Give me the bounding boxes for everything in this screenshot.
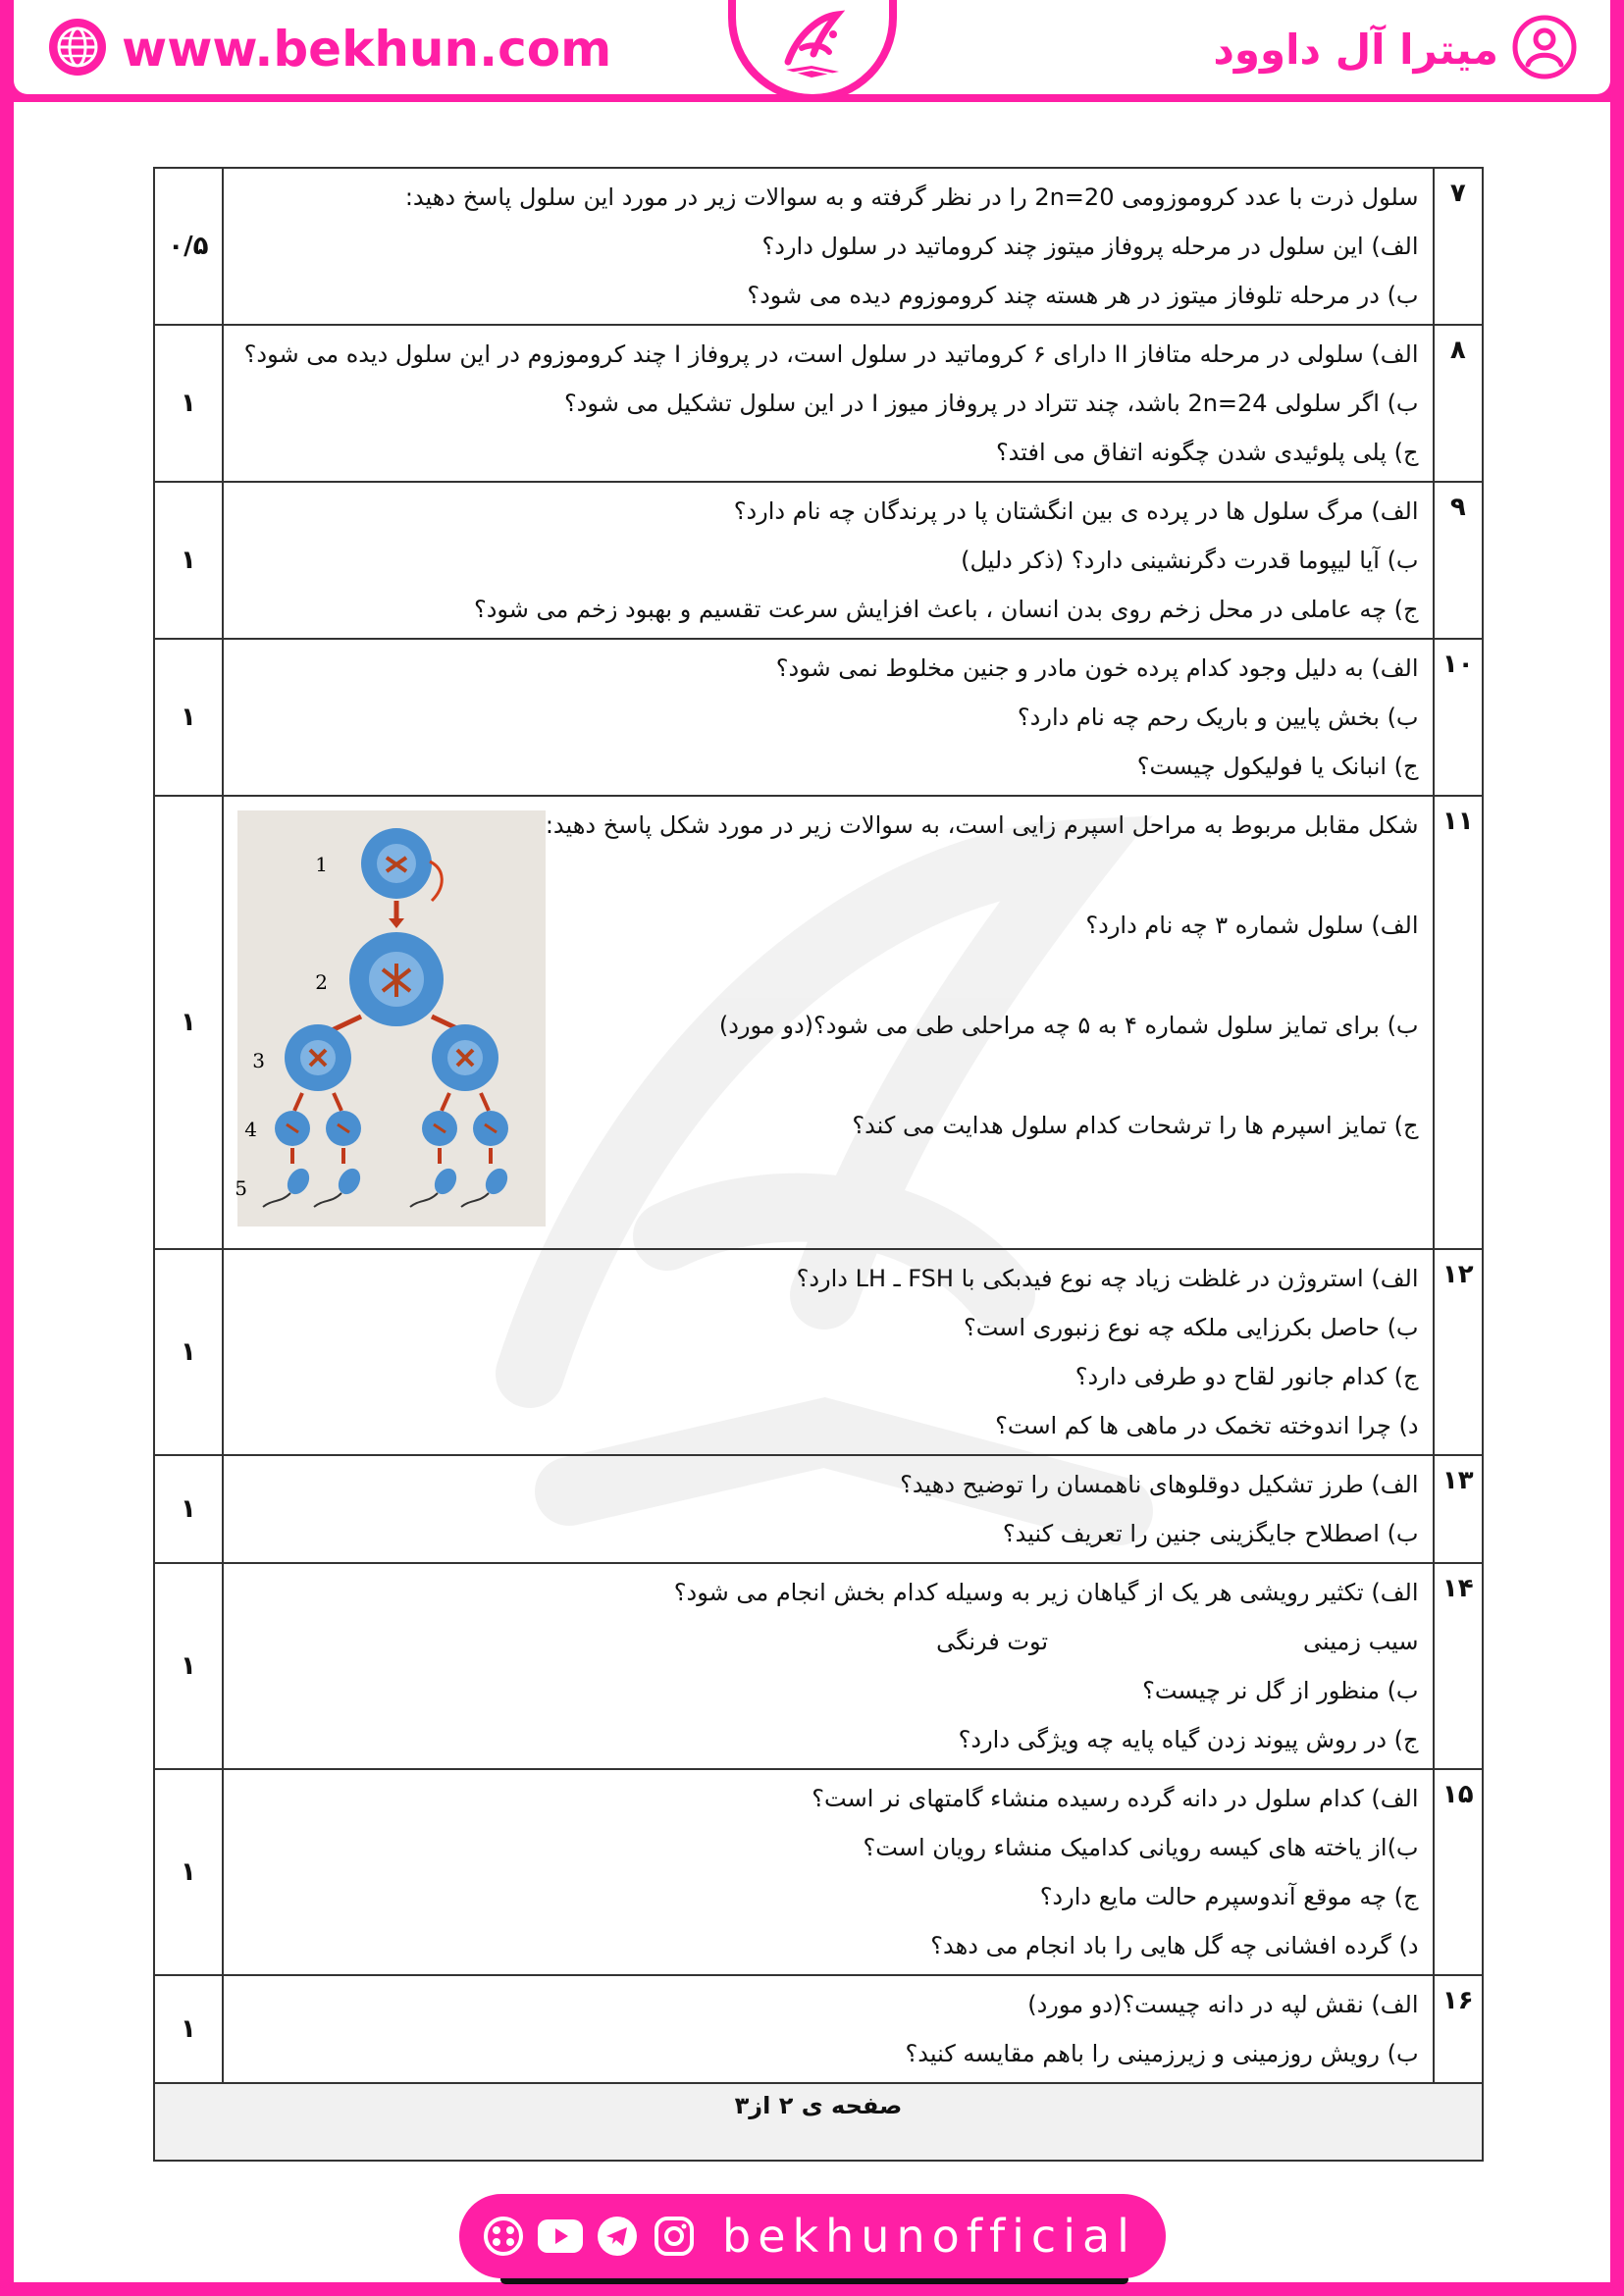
question-line: ج) کدام جانور لقاح دو طرفی دارد؟ (1074, 1363, 1419, 1390)
table-row (154, 1769, 1483, 1975)
question-lines (546, 801, 1419, 1226)
question-line: الف) استروژن در غلظت زیاد چه نوع فیدبکی با FSH ـ LH دارد؟ (796, 1265, 1419, 1292)
plant-item: سیب زمینی (1303, 1628, 1419, 1655)
question-line: ب)از یاخته های کیسه رویانی کدامیک منشاء رویان است؟ (863, 1834, 1419, 1861)
question-body (223, 1769, 1434, 1975)
logo (736, 0, 889, 94)
question-line: الف) به دلیل وجود کدام پرده خون مادر و جنین مخلوط نمی شود؟ (775, 654, 1419, 682)
question-line: ج) چه عاملی در محل زخم روی بدن انسان ، باعث افزایش سرعت تقسیم و بهبود زخم می شود؟ (473, 596, 1419, 623)
question-score: ۱ (154, 1769, 223, 1975)
question-number: ۷ (1434, 168, 1483, 325)
question-number: ۱۵ (1434, 1769, 1483, 1975)
question-line: الف) نقش لپه در دانه چیست؟(دو مورد) (1027, 1991, 1419, 2018)
question-body (223, 639, 1434, 796)
question-body (223, 325, 1434, 482)
question-line: الف) کدام سلول در دانه گرده رسیده منشاء گامتهای نر است؟ (812, 1785, 1419, 1812)
site-url[interactable]: www.bekhun.com (122, 21, 612, 78)
question-line: ب) برای تمایز سلول شماره ۴ به ۵ چه مراحلی طی می شود؟(دو مورد) (718, 1012, 1419, 1039)
question-score: ۰/۵ (154, 168, 223, 325)
question-score: ۱ (154, 1975, 223, 2083)
question-line: ب) اصطلاح جایگزینی جنین را تعریف کنید؟ (1002, 1520, 1419, 1547)
table-row (154, 1455, 1483, 1563)
question-line: الف) مرگ سلول ها در پرده ی بین انگشتان پا در پرندگان چه نام دارد؟ (733, 497, 1419, 525)
social-footer (459, 2194, 1166, 2278)
question-body (223, 1455, 1434, 1563)
question-body (223, 482, 1434, 639)
question-number: ۱۰ (1434, 639, 1483, 796)
question-body (223, 1249, 1434, 1455)
question-number: ۱۱ (1434, 796, 1483, 1249)
user-icon (1512, 15, 1577, 83)
site-link[interactable] (47, 20, 611, 78)
spermatogenesis-figure (237, 810, 546, 1226)
table-row (154, 2083, 1483, 2161)
table-row (154, 325, 1483, 482)
question-line: د) گرده افشانی چه گل هایی را باد انجام می دهد؟ (930, 1932, 1419, 1959)
social-handle[interactable]: bekhunofficial (722, 2210, 1136, 2263)
question-score: ۱ (154, 482, 223, 639)
question-line: ب) منظور از گل نر چیست؟ (1142, 1677, 1419, 1704)
figure-label: 3 (252, 1049, 265, 1072)
question-number: ۱۴ (1434, 1563, 1483, 1769)
youtube-icon[interactable] (538, 2214, 583, 2259)
question-line: سلول ذرت با عدد کروموزومی 2n=20 را در نظر گرفته و به سوالات زیر در مورد این سلول پاسخ دهید: (404, 183, 1419, 211)
question-line: الف) طرز تشکیل دوقلوهای ناهمسان را توضیح دهید؟ (900, 1471, 1419, 1498)
aparat-icon[interactable] (481, 2214, 526, 2259)
question-line: ب) آیا لیپوما قدرت دگرنشینی دارد؟ (ذکر دلیل) (961, 547, 1419, 574)
table-row (154, 1563, 1483, 1769)
question-line: ج) انبانک یا فولیکول چیست؟ (1136, 753, 1419, 780)
question-line: شکل مقابل مربوط به مراحل اسپرم زایی است، به سوالات زیر در مورد شکل پاسخ دهید: (545, 811, 1419, 839)
question-body (223, 1563, 1434, 1769)
question-body (223, 796, 1434, 1249)
question-line: ج) تمایز اسپرم ها را ترشحات کدام سلول هدایت می کند؟ (852, 1112, 1419, 1139)
question-line: ب) بخش پایین و باریک رحم چه نام دارد؟ (1017, 704, 1419, 731)
table-row (154, 796, 1483, 1249)
question-line: ج) چه موقع آندوسپرم حالت مایع دارد؟ (1039, 1883, 1419, 1910)
figure-label: 1 (315, 853, 328, 876)
header-bar (0, 0, 1624, 102)
question-line: الف) سلولی در مرحله متافاز II دارای ۶ کروماتید در سلول است، در پروفاز I چند کروموزوم در این سلول دیده می شود؟ (243, 340, 1419, 368)
page-number: صفحه ی ۲ از۳ (154, 2083, 1483, 2161)
question-line: ج) در روش پیوند زدن گیاه پایه چه ویژگی دارد؟ (958, 1726, 1419, 1753)
plant-list (237, 1617, 1419, 1666)
question-number: ۱۳ (1434, 1455, 1483, 1563)
table-row (154, 168, 1483, 325)
spacer (546, 850, 1419, 901)
question-line: الف) سلول شماره ۳ چه نام دارد؟ (1085, 912, 1419, 939)
question-number: ۸ (1434, 325, 1483, 482)
figure-label: 5 (235, 1176, 247, 1200)
telegram-icon[interactable] (595, 2214, 640, 2259)
spacer (546, 1050, 1419, 1101)
instagram-icon[interactable] (652, 2214, 697, 2259)
question-score: ۱ (154, 1563, 223, 1769)
table-row (154, 1249, 1483, 1455)
question-body (223, 168, 1434, 325)
question-line: ب) در مرحله تلوفاز میتوز در هر هسته چند کروموزوم دیده می شود؟ (747, 282, 1419, 309)
question-with-figure (237, 801, 1419, 1226)
author-block (1213, 20, 1577, 78)
question-score: ۱ (154, 325, 223, 482)
exam-table (153, 167, 1484, 2162)
question-line: ج) پلی پلوئیدی شدن چگونه اتفاق می افتد؟ (995, 439, 1419, 466)
question-line: ب) اگر سلولی 2n=24 باشد، چند تتراد در پروفاز میوز I در این سلول تشکیل می شود؟ (563, 390, 1419, 417)
spacer (546, 950, 1419, 1001)
question-score: ۱ (154, 796, 223, 1249)
question-score: ۱ (154, 1249, 223, 1455)
question-number: ۱۶ (1434, 1975, 1483, 2083)
question-score: ۱ (154, 639, 223, 796)
question-line: الف) تکثیر رویشی هر یک از گیاهان زیر به وسیله کدام بخش انجام می شود؟ (673, 1579, 1419, 1606)
table-row (154, 1975, 1483, 2083)
author-name: میترا آل داوود (1213, 25, 1498, 74)
question-number: ۹ (1434, 482, 1483, 639)
question-line: ب) رویش روزمینی و زیرزمینی را باهم مقایسه کنید؟ (905, 2040, 1419, 2067)
figure-label: 4 (244, 1118, 257, 1141)
question-score: ۱ (154, 1455, 223, 1563)
plant-item: توت فرنگی (936, 1628, 1049, 1655)
question-line: د) چرا اندوخته تخمک در ماهی ها کم است؟ (995, 1412, 1419, 1439)
table-row (154, 639, 1483, 796)
question-number: ۱۲ (1434, 1249, 1483, 1455)
figure-label: 2 (315, 970, 328, 994)
question-line: الف) این سلول در مرحله پروفاز میتوز چند کروماتید در سلول دارد؟ (761, 233, 1419, 260)
question-line: ب) حاصل بکرزایی ملکه چه نوع زنبوری است؟ (963, 1314, 1419, 1341)
table-row (154, 482, 1483, 639)
question-body (223, 1975, 1434, 2083)
globe-icon (47, 17, 108, 81)
